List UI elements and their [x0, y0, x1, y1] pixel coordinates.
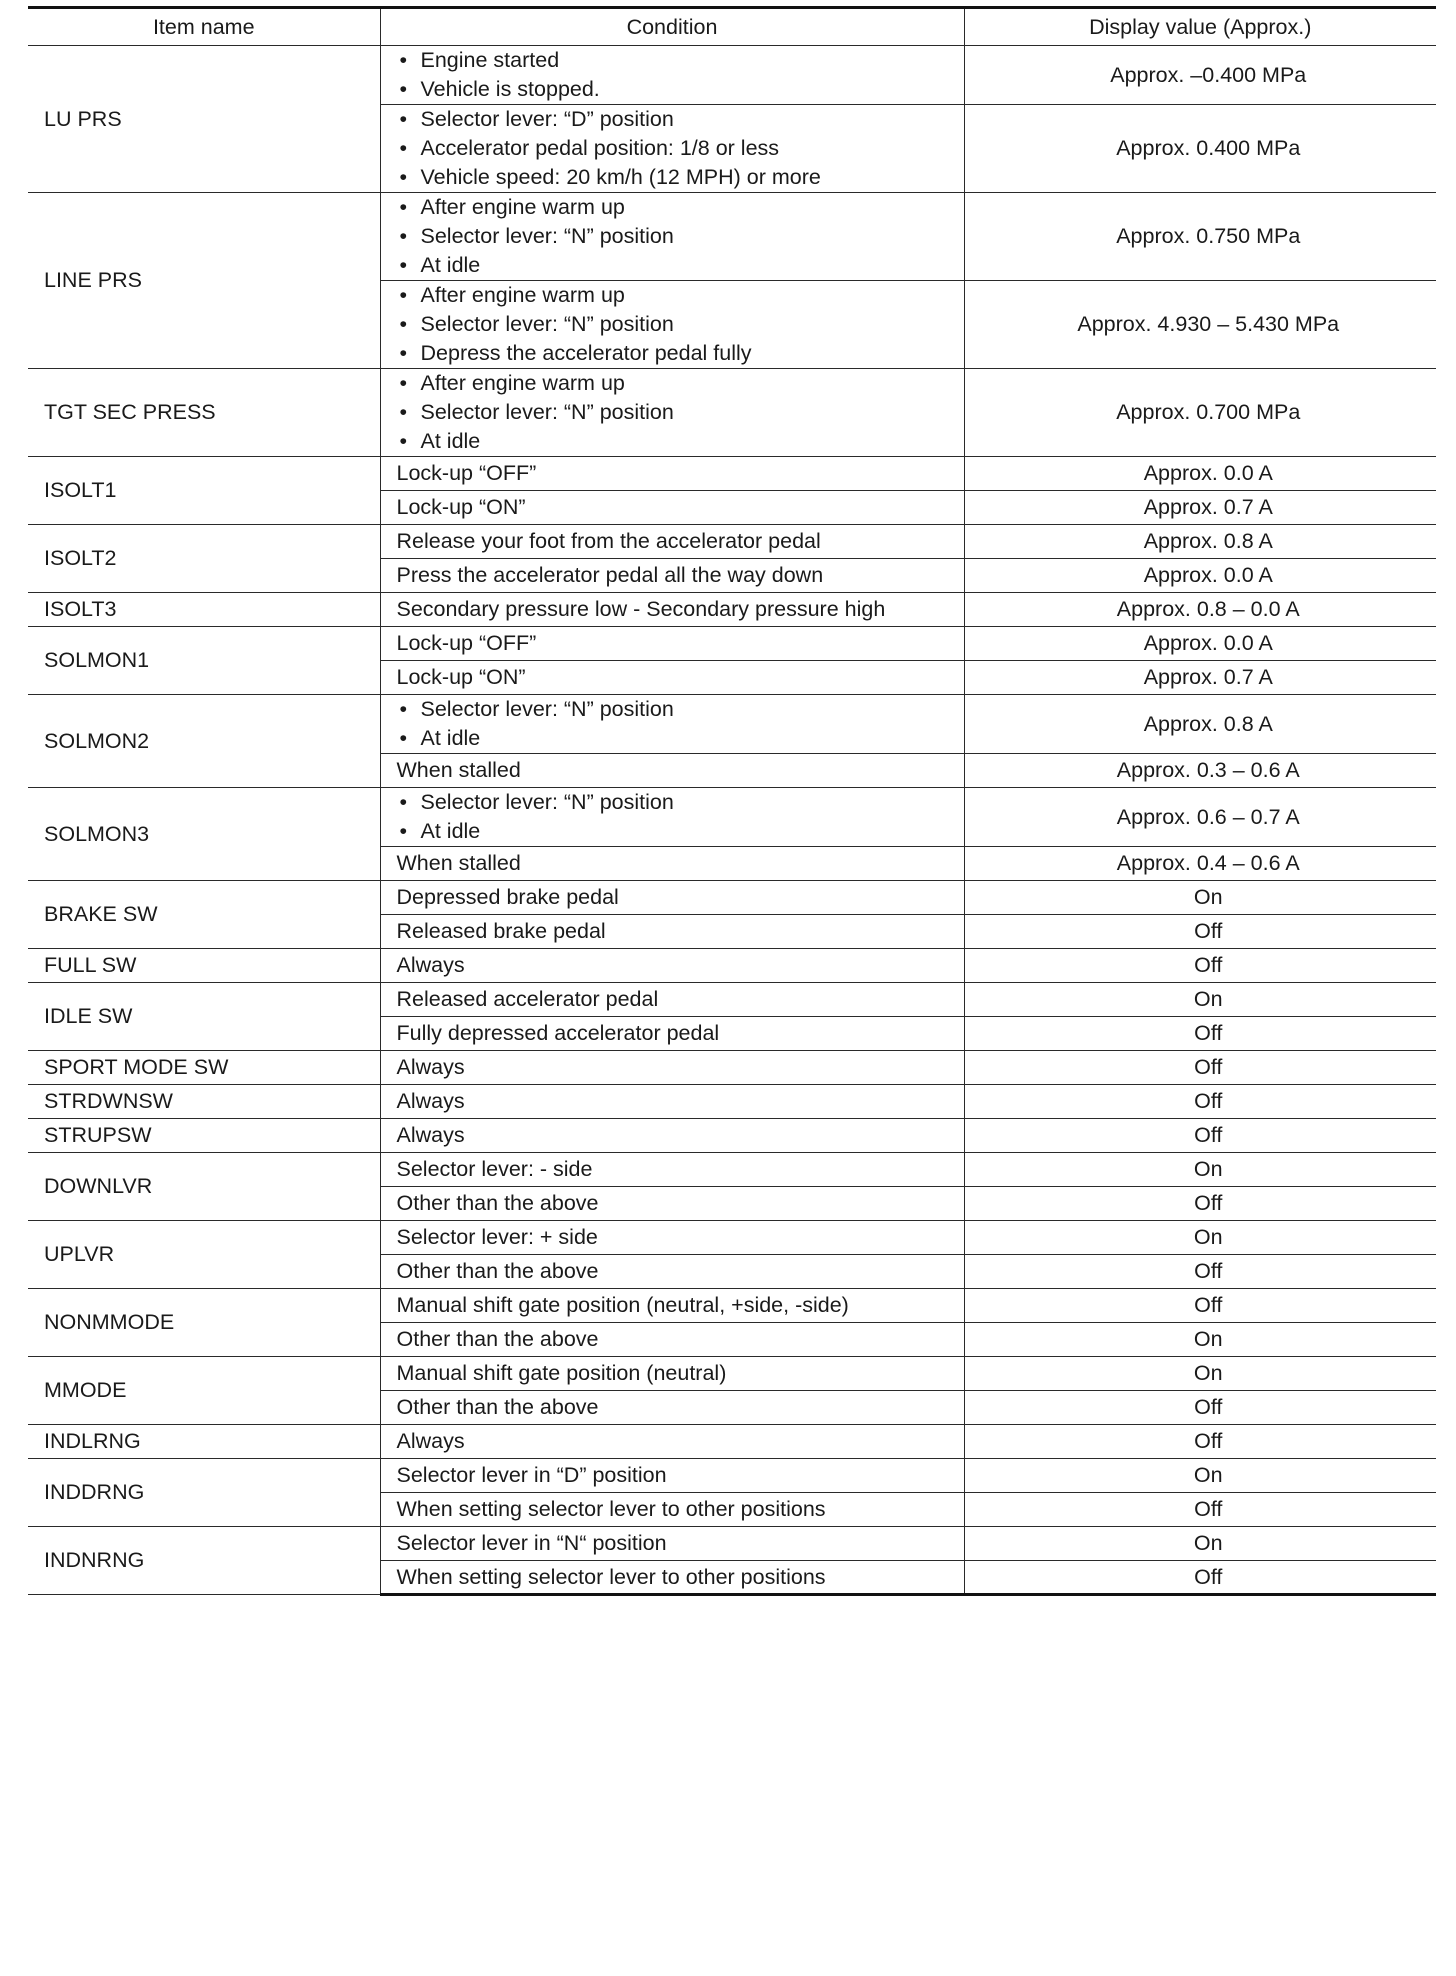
condition-cell	[380, 1527, 964, 1561]
table-row	[28, 1459, 1436, 1493]
display-value-cell: Approx. 0.0 A	[964, 457, 1436, 491]
condition-bullet-list	[397, 46, 964, 104]
condition-cell	[380, 847, 964, 881]
display-value-cell: Approx. 0.8 – 0.0 A	[964, 593, 1436, 627]
display-value-cell: Off	[964, 1051, 1436, 1085]
table-row	[28, 949, 1436, 983]
display-value-cell: Off	[964, 1085, 1436, 1119]
condition-cell	[380, 695, 964, 754]
condition-text: When setting selector lever to other positions	[396, 1564, 826, 1589]
table-row	[28, 369, 1436, 457]
condition-text: Selector lever in “D” position	[396, 1463, 667, 1487]
condition-bullet-item: • Vehicle speed: 20 km/h (12 MPH) or more	[397, 163, 964, 192]
condition-text: Released accelerator pedal	[396, 987, 659, 1011]
display-value-cell: Approx. –0.400 MPa	[964, 46, 1436, 105]
condition-cell	[380, 559, 964, 593]
table-row	[28, 1221, 1436, 1255]
table-row	[28, 1289, 1436, 1323]
condition-cell	[380, 1323, 964, 1357]
condition-bullet-item: • At idle	[397, 251, 964, 280]
display-value-cell: Off	[964, 1493, 1436, 1527]
condition-cell	[380, 1561, 964, 1595]
display-value-cell: On	[964, 1323, 1436, 1357]
condition-text: Always	[396, 1429, 465, 1453]
table-row	[28, 1357, 1436, 1391]
item-name-cell: ISOLT1	[28, 457, 380, 525]
condition-text: When stalled	[396, 851, 521, 875]
item-name-cell: DOWNLVR	[28, 1153, 380, 1221]
display-value-cell: Approx. 0.700 MPa	[964, 369, 1436, 457]
display-value-cell: Off	[964, 1391, 1436, 1425]
condition-cell	[380, 881, 964, 915]
display-value-cell: Approx. 0.4 – 0.6 A	[964, 847, 1436, 881]
display-value-cell: On	[964, 881, 1436, 915]
item-name-cell: UPLVR	[28, 1221, 380, 1289]
table-row	[28, 1425, 1436, 1459]
condition-cell	[380, 1289, 964, 1323]
condition-bullet-item: • After engine warm up	[397, 193, 964, 222]
display-value-cell: Approx. 0.7 A	[964, 491, 1436, 525]
condition-text: Lock-up “OFF”	[396, 461, 537, 485]
display-value-cell: On	[964, 1357, 1436, 1391]
condition-text: Always	[396, 1055, 465, 1079]
condition-bullet-item: • After engine warm up	[397, 369, 964, 398]
display-value-cell: Off	[964, 915, 1436, 949]
display-value-cell: On	[964, 1527, 1436, 1561]
display-value-cell: Approx. 0.8 A	[964, 695, 1436, 754]
table-row	[28, 1527, 1436, 1561]
item-name-cell: IDLE SW	[28, 983, 380, 1051]
condition-bullet-item: • Engine started	[397, 46, 964, 75]
condition-bullet-item: • Depress the accelerator pedal fully	[397, 339, 964, 368]
item-name-cell: FULL SW	[28, 949, 380, 983]
condition-cell	[380, 1153, 964, 1187]
condition-text: Press the accelerator pedal all the way down	[396, 563, 824, 587]
display-value-cell: On	[964, 1459, 1436, 1493]
item-name-cell: MMODE	[28, 1357, 380, 1425]
condition-bullet-item: • At idle	[397, 724, 964, 753]
item-name-cell: ISOLT3	[28, 593, 380, 627]
header-item-name: Item name	[28, 8, 380, 46]
condition-text: When stalled	[396, 758, 521, 782]
item-name-cell: INDNRNG	[28, 1527, 380, 1595]
condition-text: Always	[396, 1089, 465, 1113]
condition-text: Lock-up “ON”	[396, 495, 526, 519]
condition-text: Manual shift gate position (neutral)	[396, 1361, 727, 1385]
condition-cell	[380, 46, 964, 105]
item-name-cell: NONMMODE	[28, 1289, 380, 1357]
condition-cell	[380, 105, 964, 193]
condition-cell	[380, 661, 964, 695]
display-value-cell: Approx. 0.3 – 0.6 A	[964, 754, 1436, 788]
condition-cell	[380, 1459, 964, 1493]
display-value-cell: Approx. 0.0 A	[964, 559, 1436, 593]
item-name-cell: STRDWNSW	[28, 1085, 380, 1119]
display-value-cell: Approx. 4.930 – 5.430 MPa	[964, 281, 1436, 369]
condition-bullet-item: • Selector lever: “D” position	[397, 105, 964, 134]
display-value-cell: Approx. 0.0 A	[964, 627, 1436, 661]
condition-bullet-item: • Selector lever: “N” position	[397, 398, 964, 427]
spec-table	[28, 6, 1436, 1596]
condition-cell	[380, 983, 964, 1017]
condition-cell	[380, 949, 964, 983]
condition-text: Fully depressed accelerator pedal	[396, 1021, 720, 1045]
display-value-cell: Approx. 0.8 A	[964, 525, 1436, 559]
condition-bullet-item: • Accelerator pedal position: 1/8 or less	[397, 134, 964, 163]
condition-cell	[380, 281, 964, 369]
condition-bullet-item: • Selector lever: “N” position	[397, 222, 964, 251]
condition-cell	[380, 369, 964, 457]
condition-cell	[380, 1221, 964, 1255]
condition-bullet-item: • At idle	[397, 817, 964, 846]
condition-cell	[380, 193, 964, 281]
condition-bullet-item: • After engine warm up	[397, 281, 964, 310]
display-value-cell: On	[964, 1221, 1436, 1255]
condition-bullet-list	[397, 695, 964, 753]
condition-text: Other than the above	[396, 1395, 599, 1419]
table-row	[28, 1119, 1436, 1153]
condition-cell	[380, 1493, 964, 1527]
condition-cell	[380, 754, 964, 788]
condition-cell	[380, 1017, 964, 1051]
display-value-cell: Off	[964, 949, 1436, 983]
item-name-cell: LU PRS	[28, 46, 380, 193]
condition-text: Secondary pressure low - Secondary pressure high	[396, 597, 886, 621]
condition-cell	[380, 1051, 964, 1085]
condition-cell	[380, 525, 964, 559]
condition-text: Selector lever in “N“ position	[396, 1531, 667, 1555]
condition-cell	[380, 1085, 964, 1119]
table-row	[28, 46, 1436, 105]
display-value-cell: Approx. 0.6 – 0.7 A	[964, 788, 1436, 847]
condition-cell	[380, 1425, 964, 1459]
condition-bullet-list	[397, 193, 964, 280]
condition-cell	[380, 1255, 964, 1289]
condition-text: Lock-up “OFF”	[396, 631, 537, 655]
condition-text: Other than the above	[396, 1259, 599, 1283]
condition-text: Other than the above	[396, 1191, 599, 1215]
spec-table-wrapper	[28, 6, 1436, 1596]
condition-text: Other than the above	[396, 1327, 599, 1351]
item-name-cell: INDDRNG	[28, 1459, 380, 1527]
table-row	[28, 788, 1436, 847]
item-name-cell: INDLRNG	[28, 1425, 380, 1459]
condition-cell	[380, 593, 964, 627]
display-value-cell: Off	[964, 1187, 1436, 1221]
item-name-cell: SPORT MODE SW	[28, 1051, 380, 1085]
item-name-cell: SOLMON2	[28, 695, 380, 788]
condition-cell	[380, 1119, 964, 1153]
display-value-cell: On	[964, 983, 1436, 1017]
condition-cell	[380, 915, 964, 949]
header-display-value: Display value (Approx.)	[964, 8, 1436, 46]
condition-bullet-item: • Vehicle is stopped.	[397, 75, 964, 104]
condition-cell	[380, 1391, 964, 1425]
display-value-cell: Approx. 0.400 MPa	[964, 105, 1436, 193]
display-value-cell: On	[964, 1153, 1436, 1187]
condition-bullet-item: • Selector lever: “N” position	[397, 695, 964, 724]
header-condition: Condition	[380, 8, 964, 46]
table-header	[28, 8, 1436, 46]
condition-cell	[380, 627, 964, 661]
condition-cell	[380, 1187, 964, 1221]
condition-cell	[380, 1357, 964, 1391]
condition-bullet-list	[397, 105, 964, 192]
condition-bullet-list	[397, 369, 964, 456]
display-value-cell: Off	[964, 1119, 1436, 1153]
condition-bullet-item: • Selector lever: “N” position	[397, 788, 964, 817]
condition-text: When setting selector lever to other positions	[396, 1497, 826, 1521]
item-name-cell: LINE PRS	[28, 193, 380, 369]
condition-cell	[380, 491, 964, 525]
table-row	[28, 193, 1436, 281]
display-value-cell: Off	[964, 1017, 1436, 1051]
table-row	[28, 593, 1436, 627]
table-row	[28, 525, 1436, 559]
header-row	[28, 8, 1436, 46]
table-row	[28, 983, 1436, 1017]
display-value-cell: Off	[964, 1255, 1436, 1289]
item-name-cell: STRUPSW	[28, 1119, 380, 1153]
item-name-cell: BRAKE SW	[28, 881, 380, 949]
condition-text: Selector lever: + side	[396, 1225, 598, 1249]
table-row	[28, 881, 1436, 915]
condition-bullet-list	[397, 788, 964, 846]
condition-text: Manual shift gate position (neutral, +side, -side)	[396, 1293, 849, 1317]
condition-bullet-list	[397, 281, 964, 368]
table-row	[28, 695, 1436, 754]
condition-text: Selector lever: - side	[396, 1157, 593, 1181]
table-body	[28, 46, 1436, 1595]
condition-text: Released brake pedal	[396, 919, 606, 943]
table-row	[28, 457, 1436, 491]
display-value-cell: Approx. 0.750 MPa	[964, 193, 1436, 281]
table-row	[28, 1153, 1436, 1187]
item-name-cell: SOLMON1	[28, 627, 380, 695]
item-name-cell: SOLMON3	[28, 788, 380, 881]
condition-bullet-item: • At idle	[397, 427, 964, 456]
condition-text: Always	[396, 953, 465, 977]
condition-cell	[380, 457, 964, 491]
item-name-cell: TGT SEC PRESS	[28, 369, 380, 457]
condition-text: Release your foot from the accelerator pedal	[396, 529, 821, 553]
condition-text: Always	[396, 1123, 465, 1147]
item-name-cell: ISOLT2	[28, 525, 380, 593]
condition-bullet-item: • Selector lever: “N” position	[397, 310, 964, 339]
condition-cell	[380, 788, 964, 847]
table-row	[28, 1051, 1436, 1085]
display-value-cell: Off	[964, 1561, 1436, 1595]
table-row	[28, 1085, 1436, 1119]
condition-text: Depressed brake pedal	[396, 885, 619, 909]
display-value-cell: Approx. 0.7 A	[964, 661, 1436, 695]
display-value-cell: Off	[964, 1425, 1436, 1459]
condition-text: Lock-up “ON”	[396, 665, 526, 689]
display-value-cell: Off	[964, 1289, 1436, 1323]
table-row	[28, 627, 1436, 661]
